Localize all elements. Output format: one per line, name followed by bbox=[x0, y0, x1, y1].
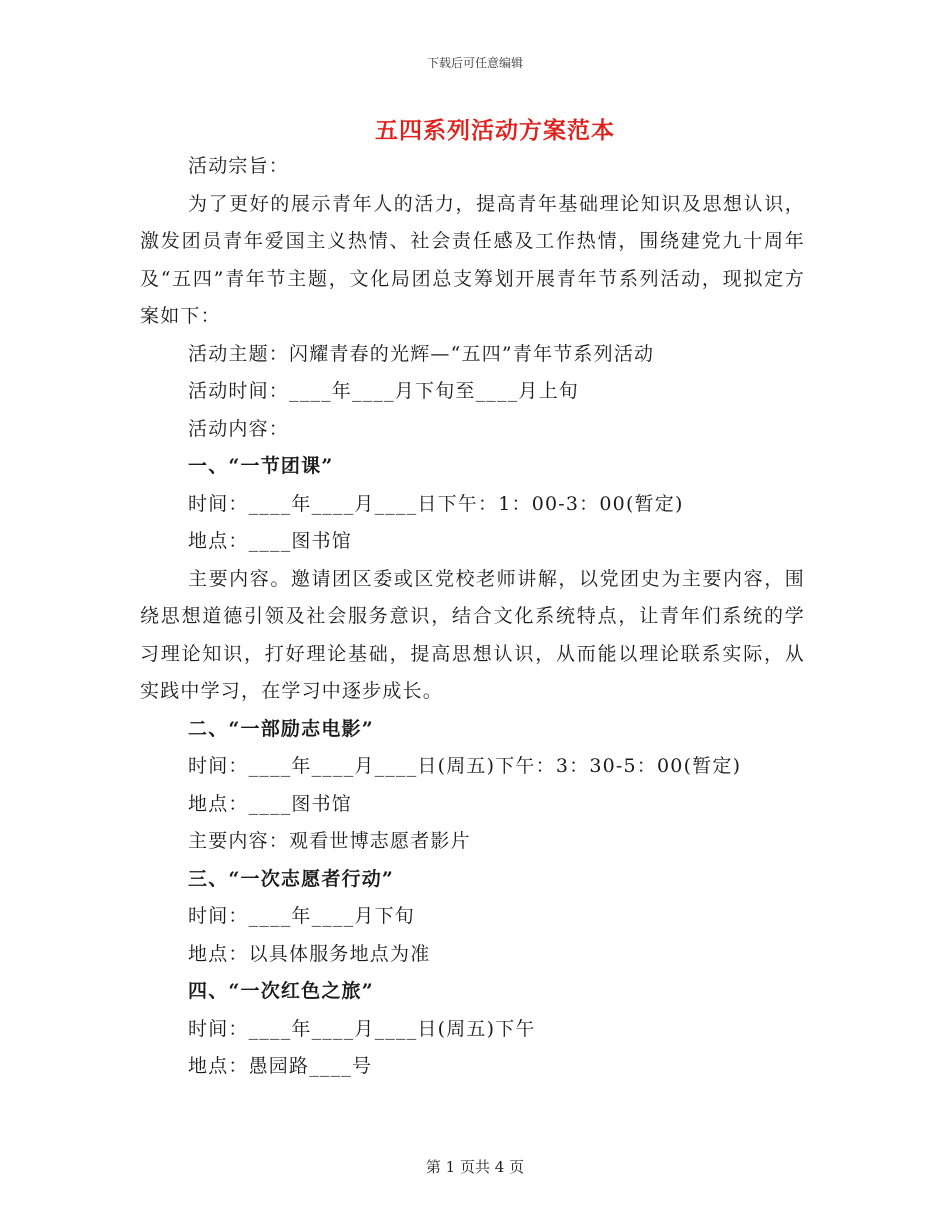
activity-content-label: 活动内容： bbox=[188, 417, 290, 440]
section-main-1: 主要内容。邀请团区委或区党校老师讲解，以党团史为主要内容，围绕思想道德引领及社会服务意识，结合文化系统特点，让青年们系统的学习理论知识，打好理论基础，提高思想认识，从而能以理论联系实际，从实践中学习，在学习中逐步成长。 bbox=[140, 567, 805, 702]
section-time-3: 时间：____年____月下旬 bbox=[188, 905, 416, 927]
section-time-2: 时间：____年____月____日(周五)下午：3：30-5：00(暂定) bbox=[188, 755, 742, 777]
section-heading-3: 三、“一次志愿者行动” bbox=[188, 867, 395, 890]
section-main-2: 主要内容：观看世博志愿者影片 bbox=[188, 830, 471, 852]
page-number-footer: 第 1 页共 4 页 bbox=[425, 1158, 525, 1176]
section-place-2: 地点：____图书馆 bbox=[188, 792, 353, 815]
activity-theme: 活动主题：闪耀青春的光辉—“五四”青年节系列活动 bbox=[188, 342, 655, 365]
document-title: 五四系列活动方案范本 bbox=[375, 117, 615, 144]
section-time-1: 时间：____年____月____日下午：1：00-3：00(暂定) bbox=[188, 492, 684, 515]
section-place-1: 地点：____图书馆 bbox=[188, 530, 353, 552]
document-body bbox=[140, 148, 805, 1086]
section-time-4: 时间：____年____月____日(周五)下午 bbox=[188, 1017, 536, 1040]
purpose-paragraph: 为了更好的展示青年人的活力，提高青年基础理论知识及思想认识，激发团员青年爱国主义热情、社会责任感及工作热情，围绕建党九十周年及“五四”青年节主题，文化局团总支筹划开展青年节系列活动，现拟定方案如下： bbox=[140, 192, 805, 327]
purpose-label: 活动宗旨： bbox=[188, 155, 290, 177]
header-note: 下载后可任意编辑 bbox=[426, 56, 523, 70]
section-heading-4: 四、“一次红色之旅” bbox=[188, 980, 374, 1002]
section-place-3: 地点：以具体服务地点为准 bbox=[188, 942, 431, 965]
section-heading-1: 一、“一节团课” bbox=[188, 455, 334, 477]
section-heading-2: 二、“一部励志电影” bbox=[188, 717, 374, 740]
section-place-4: 地点：愚园路____号 bbox=[188, 1055, 373, 1077]
activity-time: 活动时间：____年____月下旬至____月上旬 bbox=[188, 380, 580, 402]
